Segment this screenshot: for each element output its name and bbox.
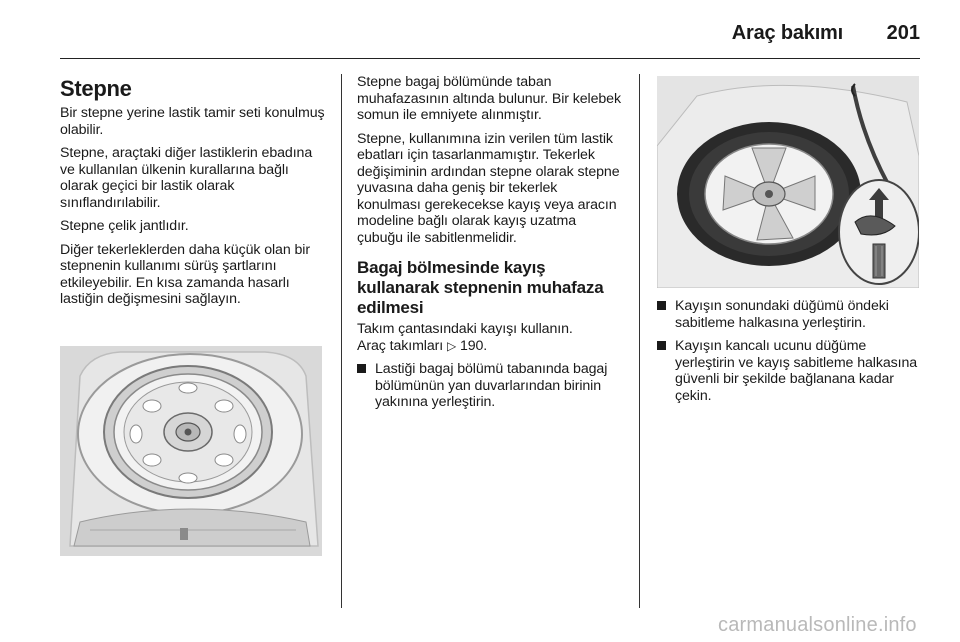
column-1: [60, 74, 325, 315]
bullet-square-icon: [357, 364, 366, 373]
list-item: [357, 361, 623, 411]
strap-securing-illustration: [657, 76, 919, 288]
watermark: carmanualsonline.info: [718, 614, 917, 636]
reference-page-link[interactable]: 190.: [459, 337, 488, 354]
strap-drawing: [657, 76, 919, 288]
section-title: Stepne: [60, 76, 132, 101]
page-number: 201: [886, 22, 920, 44]
list-item-text: Kayışın sonundaki düğümü öndeki sabitleme halkasına yerleştirin.: [675, 298, 889, 331]
list-item: [657, 298, 922, 331]
paragraph: Stepne, araçtaki diğer lastiklerin ebadına ve kullanılan ülkenin kurallarına bağlı olarak geçici bir lastik olarak sınıflandırılabilir.: [60, 145, 313, 211]
subsection-title: Bagaj bölmesinde kayış kullanarak stepnenin muhafaza edilmesi: [357, 258, 604, 317]
page-header: [60, 14, 920, 59]
intro-line: Takım çantasındaki kayışı kullanın.: [357, 321, 573, 337]
paragraph: Diğer tekerleklerden daha küçük olan bir stepnenin kullanımı sürüş şartlarını etkileyebilir. En kısa zamanda hasarlı lastiğin değişmesini sağlayın.: [60, 241, 310, 307]
bullet-square-icon: [657, 341, 666, 350]
list-item-text: Lastiği bagaj bölümü tabanında bagaj bölümünün yan duvarlarından birinin yakınına yerleştirin.: [375, 361, 608, 410]
list-item: [657, 338, 922, 404]
header-title: Araç bakımı: [731, 22, 843, 44]
reference-arrow-icon: ▷: [446, 338, 457, 353]
column-2: [357, 74, 623, 418]
instruction-list: [657, 298, 922, 404]
list-item-text: Kayışın kancalı ucunu düğüme yerleştirin ve kayış sabitleme halkasına güvenli bir şekilde bağlanana kadar çekin.: [675, 338, 918, 404]
column-divider: [639, 74, 640, 608]
column-divider: [341, 74, 342, 608]
column-3: [657, 298, 922, 411]
bullet-square-icon: [657, 301, 666, 310]
reference-prefix: Araç takımları: [357, 337, 444, 354]
spare-tire-drawing: [60, 346, 322, 556]
paragraph: Stepne bagaj bölümünde taban muhafazasının altında bulunur. Bir kelebek somun ile emniyete alınmıştır.: [357, 74, 621, 123]
intro-text: [357, 321, 623, 354]
instruction-list: [357, 361, 623, 411]
spare-tire-illustration: [60, 346, 322, 556]
paragraph: Stepne çelik jantlıdır.: [60, 218, 189, 234]
paragraph: Stepne, kullanımına izin verilen tüm lastik ebatları için tasarlanmamıştır. Tekerlek değişiminin ardından stepne olarak stepne yuvasına daha geniş bir tekerlek konulması gerekecekse kayış veya aracın modeline bağlı olarak kayış uzatma çubuğu ile sabitlenmelidir.: [357, 130, 620, 246]
paragraph: Bir stepne yerine lastik tamir seti konulmuş olabilir.: [60, 105, 325, 138]
